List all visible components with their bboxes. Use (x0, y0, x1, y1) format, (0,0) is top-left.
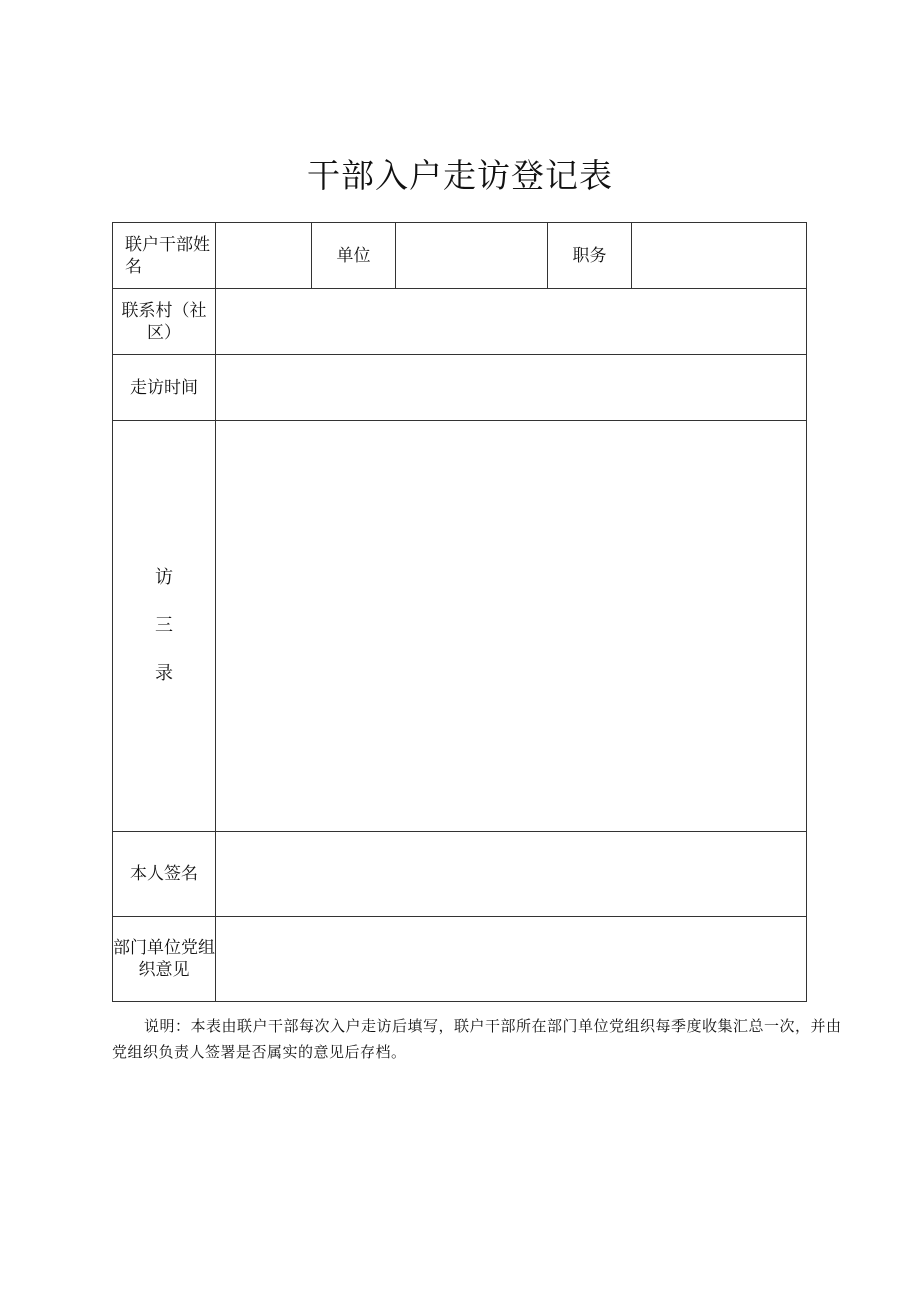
visit-time-label: 走访时间 (113, 355, 216, 421)
record-label-char-2: 三 (155, 615, 173, 636)
position-label: 职务 (548, 223, 632, 289)
unit-field[interactable] (396, 223, 548, 289)
record-label (113, 421, 216, 832)
record-field[interactable] (216, 421, 807, 832)
record-label-char-3: 录 (155, 663, 173, 684)
opinion-label: 部门单位党组织意见 (113, 917, 216, 1002)
signature-label: 本人签名 (113, 832, 216, 917)
row-opinion (113, 917, 807, 1002)
row-cadre-info (113, 223, 807, 289)
position-field[interactable] (632, 223, 807, 289)
cadre-name-label: 联户干部姓名 (113, 223, 216, 289)
row-record (113, 421, 807, 832)
row-village (113, 289, 807, 355)
row-signature (113, 832, 807, 917)
record-label-char-1: 访 (155, 567, 173, 588)
explanatory-note: 说明：本表由联户干部每次入户走访后填写，联户干部所在部门单位党组织每季度收集汇总一次，并由党组织负责人签署是否属实的意见后存档。 (112, 1017, 842, 1061)
opinion-field[interactable] (216, 917, 807, 1002)
visit-time-field[interactable] (216, 355, 807, 421)
form-title: 干部入户走访登记表 (307, 156, 613, 195)
signature-field[interactable] (216, 832, 807, 917)
unit-label: 单位 (312, 223, 396, 289)
village-field[interactable] (216, 289, 807, 355)
visit-registration-table (112, 222, 807, 1002)
row-visit-time (113, 355, 807, 421)
village-label: 联系村（社区） (113, 289, 216, 355)
cadre-name-field[interactable] (216, 223, 312, 289)
